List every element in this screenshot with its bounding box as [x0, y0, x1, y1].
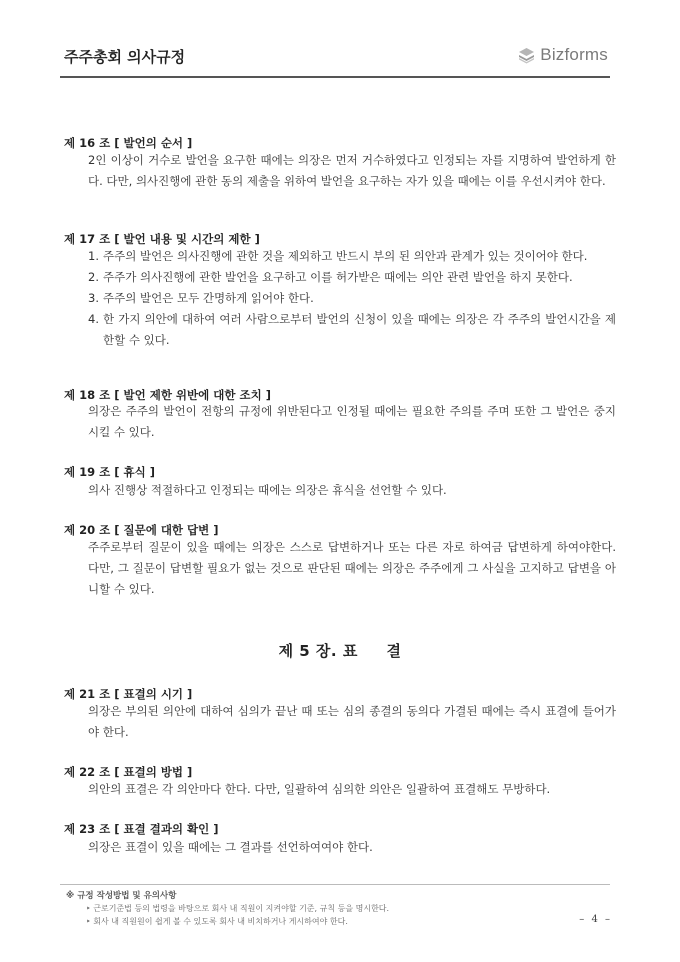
list-item-number: 2.: [88, 270, 99, 284]
list-item: [88, 267, 616, 288]
brand-logo: [518, 45, 608, 65]
article-16-title: 제 16 조 [ 발언의 순서 ]: [64, 136, 193, 150]
article-17-title: 제 17 조 [ 발언 내용 및 시간의 제한 ]: [64, 232, 260, 246]
article-21-body: 의장은 부의된 의안에 대하여 심의가 끝난 때 또는 심의 종결의 동의다 가결된 때에는 즉시 표결에 들어가야 한다.: [88, 704, 616, 739]
list-item-text: 주주의 발언은 의사진행에 관한 것을 제외하고 반드시 부의 된 의안과 관계가 있는 것이어야 한다.: [103, 249, 588, 263]
footer-note: ‣ 근로기준법 등의 법령을 바탕으로 회사 내 직원이 지켜야할 기준, 규칙 등을 명시한다.: [86, 904, 390, 913]
article-17-list: [88, 246, 616, 351]
article-16-body: 2인 이상이 거수로 발언을 요구한 때에는 의장은 먼저 거수하였다고 인정되는 자를 지명하여 발언하게 한다. 다만, 의사진행에 관한 동의 제출을 위하여 발언을 요구하는 자가 있을 때에는 이를 우선시켜야 한다.: [88, 153, 616, 188]
list-item-number: 3.: [88, 291, 99, 305]
article-18-title: 제 18 조 [ 발언 제한 위반에 대한 조치 ]: [64, 388, 271, 402]
page-number: – 4 –: [579, 914, 612, 925]
list-item-text: 주주의 발언은 모두 간명하게 읽어야 한다.: [103, 291, 314, 305]
list-item-number: 1.: [88, 249, 99, 263]
chapter-heading: 제 5 장. 표 결: [278, 642, 402, 660]
article-19-body: 의사 진행상 적절하다고 인정되는 때에는 의장은 휴식을 선언할 수 있다.: [88, 483, 447, 497]
footer-divider: [60, 884, 610, 885]
list-item: [88, 246, 616, 267]
article-20-body: 주주로부터 질문이 있을 때에는 의장은 스스로 답변하거나 또는 다른 자로 하여금 답변하게 하여야한다. 다만, 그 질문이 답변할 필요가 없는 것으로 판단된 때에는 의장은 주주에게 그 사실을 고지하고 답변을 아니할 수 있다.: [88, 540, 616, 596]
article-20-title: 제 20 조 [ 질문에 대한 답변 ]: [64, 523, 219, 537]
bizforms-logo-icon: [518, 47, 535, 64]
list-item-number: 4.: [88, 312, 99, 326]
header-divider: [60, 76, 610, 78]
article-23-title: 제 23 조 [ 표결 결과의 확인 ]: [64, 822, 219, 836]
list-item-text: 한 가지 의안에 대하여 여러 사람으로부터 발언의 신청이 있을 때에는 의장은 각 주주의 발언시간을 제한할 수 있다.: [103, 312, 616, 347]
document-title: 주주총회 의사규정: [64, 48, 186, 66]
footer-title: ※ 규정 작성방법 및 유의사항: [66, 891, 177, 901]
article-21-title: 제 21 조 [ 표결의 시기 ]: [64, 687, 193, 701]
footer-note: ‣ 회사 내 직원원이 쉽게 볼 수 있도록 회사 내 비치하거나 게시하여야 한다.: [86, 917, 348, 926]
list-item: [88, 288, 616, 309]
article-19-title: 제 19 조 [ 휴식 ]: [64, 465, 155, 479]
brand-name: Bizforms: [540, 45, 608, 64]
article-22-body: 의안의 표결은 각 의안마다 한다. 다만, 일괄하여 심의한 의안은 일괄하여 표결해도 무방하다.: [88, 782, 551, 796]
article-18-body: 의장은 주주의 발언이 전항의 규정에 위반된다고 인정될 때에는 필요한 주의를 주며 또한 그 발언은 중지시킬 수 있다.: [88, 404, 616, 439]
article-22-title: 제 22 조 [ 표결의 방법 ]: [64, 765, 193, 779]
article-23-body: 의장은 표결이 있을 때에는 그 결과를 선언하여여야 한다.: [88, 840, 373, 854]
list-item-text: 주주가 의사진행에 관한 발언을 요구하고 이를 허가받은 때에는 의안 관련 발언을 하지 못한다.: [103, 270, 573, 284]
list-item: [88, 309, 616, 351]
